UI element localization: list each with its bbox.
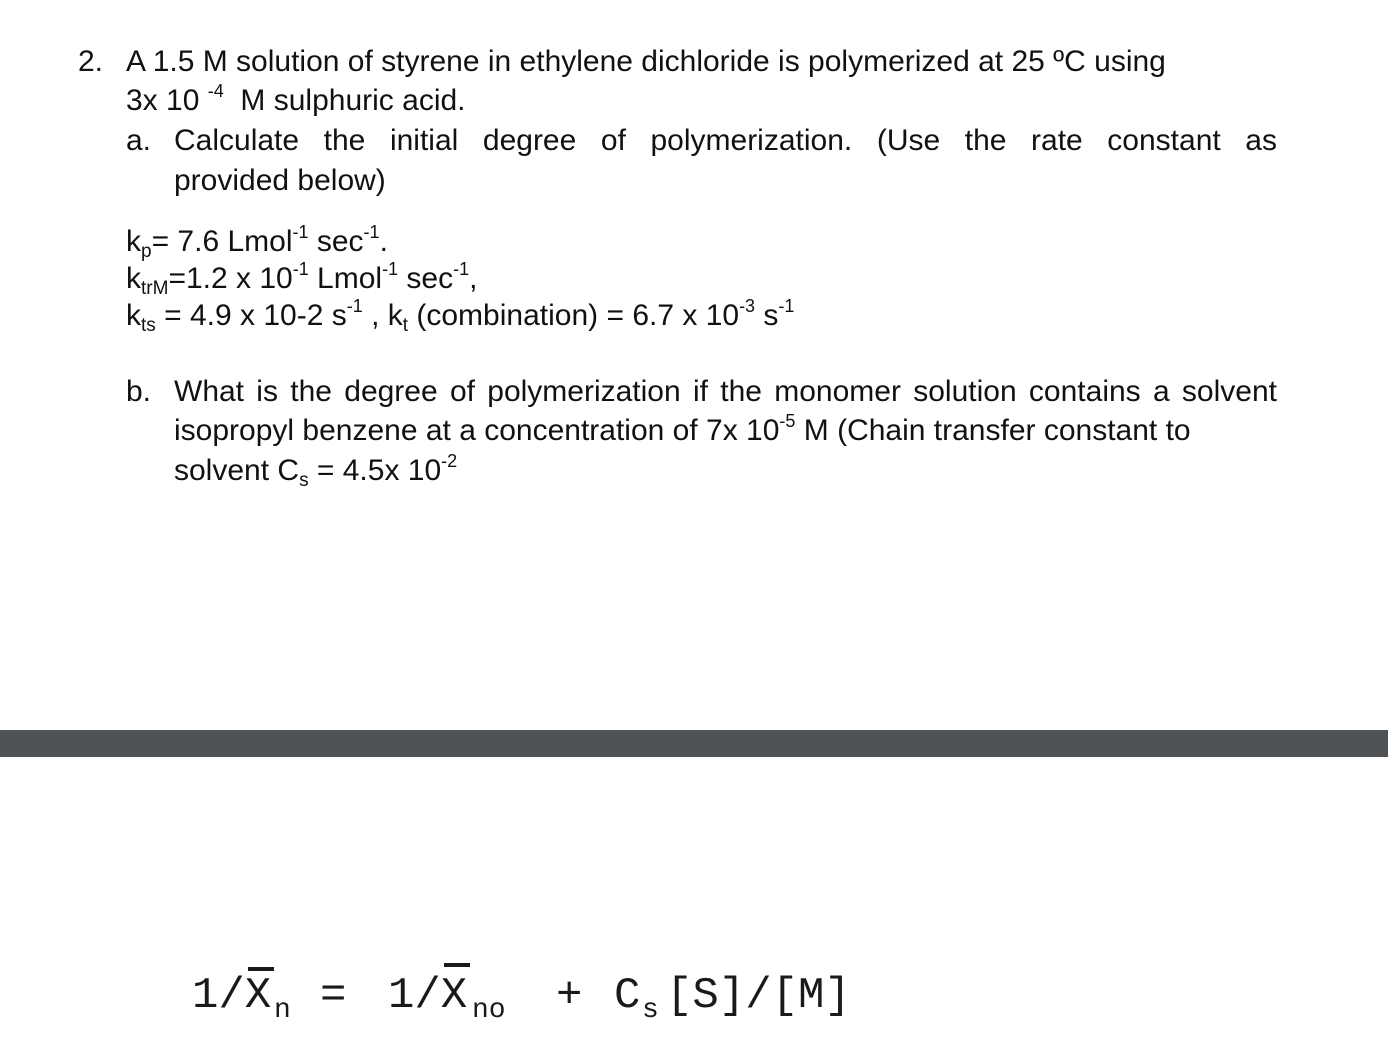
chain-transfer-equation: [192, 955, 892, 1035]
part-a-text-line1: Calculate the initial degree of polymerization. (Use the rate constant as: [174, 124, 1277, 157]
formula-plus: +: [556, 971, 583, 1021]
question-stem-line1: A 1.5 M solution of styrene in ethylene dichloride is polymerized at 25 ºC using: [126, 45, 1166, 78]
xbar-overline-1: [248, 967, 274, 971]
part-a-text-line2: provided below): [174, 164, 386, 197]
formula-cs: C: [614, 971, 641, 1021]
part-b-text-line1: What is the degree of polymerization if the monomer solution contains a solvent: [174, 375, 1277, 408]
constant-kts-kt: $k_{ts} = 4.9$ x 10-2 $s^{-1}$ , $k_t$ (combination) = 6.7 x $10^{-3}$ $s^{-1}$: [126, 296, 795, 336]
part-b-label: b.: [126, 375, 152, 408]
part-a-label: a.: [126, 124, 152, 157]
formula-ratio: [S]/[M]: [666, 971, 851, 1021]
constant-kp: $k_p= 7.6$ Lmol$^{-1}$ $\sec^{-1}$.: [126, 222, 388, 262]
part-b-text-line3: solvent $C_s = 4.5x$ $10^{-2}$: [174, 451, 458, 491]
formula-equals: =: [320, 971, 347, 1021]
formula-rhs1: 1/X: [388, 971, 468, 1021]
question-stem-line2: 3x 10 $^{-4}$ M sulphuric acid.: [126, 81, 466, 117]
constant-ktrm: $k_{trM}=1.2$ x $10^{-1}$ Lmol$^{-1}$ $\sec^{-1}$,: [126, 259, 478, 299]
formula-lhs: 1/X: [192, 971, 272, 1021]
part-b-text-line2: isopropyl benzene at a concentration of 7x $10^{-5}$ M (Chain transfer constant to: [174, 411, 1191, 447]
formula-lhs-sub: n: [274, 995, 291, 1026]
xbar-overline-2: [444, 963, 470, 967]
formula-cs-sub: s: [642, 995, 659, 1026]
question-number: 2.: [78, 45, 104, 78]
section-divider: [0, 730, 1388, 757]
formula-rhs1-sub: no: [472, 995, 506, 1026]
